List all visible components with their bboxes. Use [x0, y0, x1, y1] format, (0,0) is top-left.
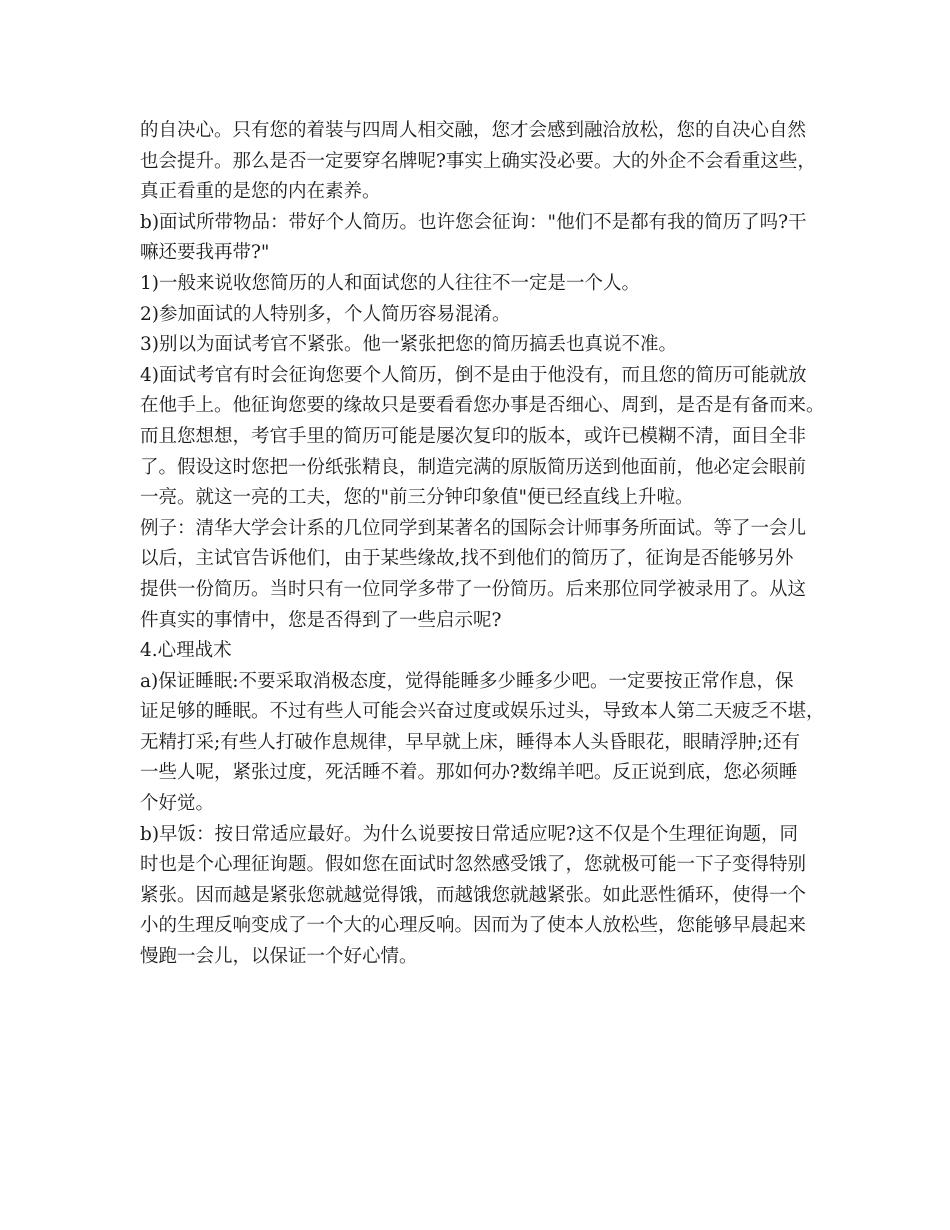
text-line: 无精打采;有些人打破作息规律，早早就上床，睡得本人头昏眼花，眼睛浮肿;还有 [140, 731, 800, 753]
text-line: 以后，主试官告诉他们，由于某些缘故,找不到他们的简历了，征询是否能够另外 [140, 548, 794, 570]
text-line: 一亮。就这一亮的工夫，您的"前三分钟印象值"便已经直线上升啦。 [140, 487, 694, 509]
text-line: 时也是个心理征询题。假如您在面试时忽然感受饿了，您就极可能一下子变得特别 [140, 854, 807, 876]
text-line: 也会提升。那么是否一定要穿名牌呢?事实上确实没必要。大的外企不会看重这些， [140, 150, 816, 172]
text-line: 了。假设这时您把一份纸张精良，制造完满的原版简历送到他面前，他必定会眼前 [140, 456, 807, 478]
text-line: 在他手上。他征询您要的缘故只是要看看您办事是否细心、周到，是否是有备而来。 [140, 395, 825, 417]
text-line: 而且您想想，考官手里的简历可能是屡次复印的版本，或许已模糊不清，面目全非 [140, 425, 807, 447]
text-line: 件真实的事情中，您是否得到了一些启示呢? [140, 609, 502, 631]
text-line: 的自决心。只有您的着装与四周人相交融，您才会感到融洽放松，您的自决心自然 [140, 120, 807, 141]
text-line: b)面试所带物品：带好个人简历。也许您会征询："他们不是都有我的简历了吗?干 [140, 211, 807, 233]
text-line: 紧张。因而越是紧张您就越觉得饿，而越饿您就越紧张。如此恶性循环，使得一个 [140, 884, 807, 906]
document-body [140, 116, 840, 973]
section-heading: 4.心理战术 [140, 640, 232, 662]
text-line: 证足够的睡眠。不过有些人可能会兴奋过度或娱乐过头，导致本人第二天疲乏不堪， [140, 701, 825, 723]
text-line: 嘛还要我再带?" [140, 242, 270, 264]
text-line: 2)参加面试的人特别多，个人简历容易混淆。 [140, 303, 511, 325]
text-line: b)早饭：按日常适应最好。为什么说要按日常适应呢?这不仅是个生理征询题，同 [140, 823, 798, 845]
text-line: 慢跑一会儿，以保证一个好心情。 [140, 946, 418, 968]
text-line: 4)面试考官有时会征询您要个人简历，倒不是由于他没有，而且您的简历可能就放 [140, 364, 807, 386]
text-line: 3)别以为面试考官不紧张。他一紧张把您的简历搞丢也真说不准。 [140, 334, 677, 356]
text-line: 真正看重的是您的内在素养。 [140, 181, 381, 203]
text-line: 1)一般来说收您简历的人和面试您的人往往不一定是一个人。 [140, 272, 640, 294]
text-line: 提供一份简历。当时只有一位同学多带了一份简历。后来那位同学被录用了。从这 [140, 578, 807, 600]
text-line: 小的生理反响变成了一个大的心理反响。因而为了使本人放松些，您能够早晨起来 [140, 915, 807, 937]
text-line: a)保证睡眠:不要采取消极态度，觉得能睡多少睡多少吧。一定要按正常作息，保 [140, 670, 794, 692]
text-line: 个好觉。 [140, 793, 215, 815]
text-line: 一些人呢，紧张过度，死活睡不着。那如何办?数绵羊吧。反正说到底，您必须睡 [140, 762, 798, 784]
text-line: 例子：清华大学会计系的几位同学到某著名的国际会计师事务所面试。等了一会儿 [140, 517, 807, 539]
